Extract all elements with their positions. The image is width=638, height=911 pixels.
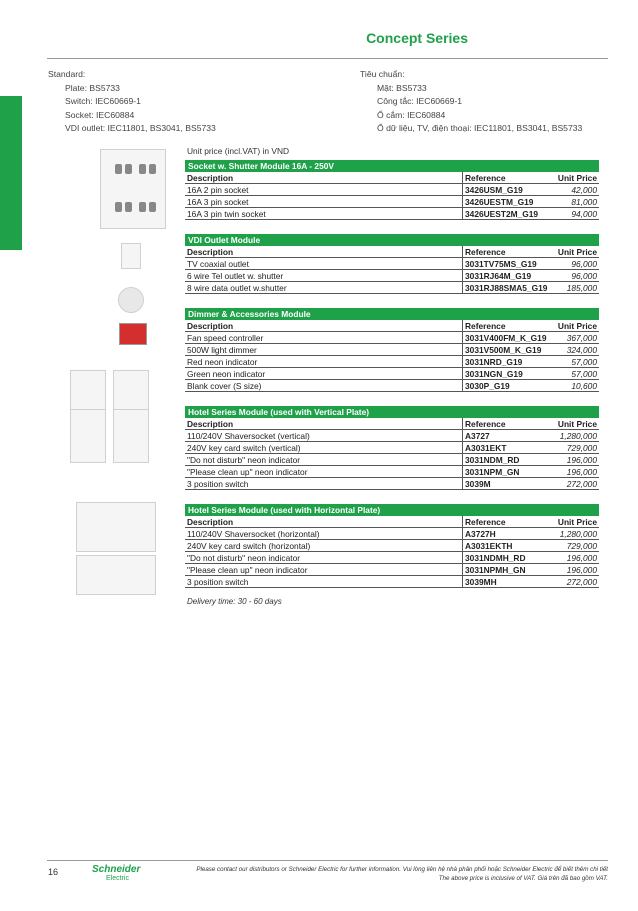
contact-note (168, 866, 608, 883)
cell-price: 324,000 (566, 345, 597, 355)
contact-line1: Please contact our distributors or Schneider Electric for further information. Vui lòng liên hệ nhà phân phối hoặc Schneider Electric để biết thêm chi tiết (196, 866, 608, 873)
cell-price: 729,000 (566, 541, 597, 551)
delivery-note: Delivery time: 30 - 60 days (187, 597, 282, 606)
cell-reference: 3426UEST2M_G19 (465, 209, 539, 219)
cell-description: Fan speed controller (185, 332, 463, 343)
schneider-logo (92, 864, 152, 883)
contact-line2: The above price is inclusive of VAT. Giá trên đã bao gồm VAT. (438, 874, 608, 882)
cell-price: 96,000 (571, 259, 597, 269)
table-header-row (185, 418, 599, 430)
cell-price: 272,000 (566, 479, 597, 489)
standard-line: Socket: IEC60884 (65, 109, 135, 120)
table-row (185, 454, 599, 466)
red-indicator-image (119, 323, 147, 345)
module-table (185, 234, 599, 294)
column-header-description: Description (185, 172, 463, 183)
cell-price: 1,280,000 (559, 431, 597, 441)
cell-price: 196,000 (566, 565, 597, 575)
cell-price: 57,000 (571, 357, 597, 367)
column-header-reference: Reference (465, 247, 506, 257)
cell-reference: 3426USM_G19 (465, 185, 523, 195)
cell-price: 196,000 (566, 467, 597, 477)
logo-line1: Schneider (92, 864, 141, 875)
cell-reference: 3031V400FM_K_G19 (465, 333, 547, 343)
module-table (185, 308, 599, 392)
footer-divider (47, 860, 608, 861)
cell-reference: 3031RJ64M_G19 (465, 271, 532, 281)
table-row (185, 356, 599, 368)
cell-description: 240V key card switch (vertical) (185, 442, 463, 453)
cell-description: 240V key card switch (horizontal) (185, 540, 463, 551)
cell-description: Red neon indicator (185, 356, 463, 367)
column-header-price: Unit Price (557, 517, 597, 527)
column-header-reference: Reference (465, 517, 506, 527)
cell-description: 16A 3 pin socket (185, 196, 463, 207)
key-card-switch-horizontal-image (76, 555, 156, 595)
table-header-row (185, 172, 599, 184)
cell-price: 57,000 (571, 369, 597, 379)
unit-price-note: Unit price (incl.VAT) in VND (187, 146, 290, 156)
cell-reference: 3031RJ88SMA5_G19 (465, 283, 548, 293)
module-title: Hotel Series Module (used with Vertical Plate) (185, 406, 599, 418)
column-header-description: Description (185, 246, 463, 257)
column-header-reference: Reference (465, 173, 506, 183)
module-title: Hotel Series Module (used with Horizontal Plate) (185, 504, 599, 516)
cell-description: 8 wire data outlet w.shutter (185, 282, 463, 293)
standards-label: Tiêu chuẩn: (360, 69, 405, 79)
table-header-row (185, 516, 599, 528)
table-row (185, 430, 599, 442)
table-row (185, 478, 599, 490)
standards-vietnamese (360, 68, 582, 136)
cell-price: 196,000 (566, 553, 597, 563)
cell-description: Green neon indicator (185, 368, 463, 379)
module-table (185, 160, 599, 220)
cell-description: 110/240V Shaversocket (horizontal) (185, 528, 463, 539)
cell-description: "Please clean up" neon indicator (185, 564, 463, 575)
standard-line: VDI outlet: IEC11801, BS3041, BS5733 (65, 123, 216, 134)
module-title: VDI Outlet Module (185, 234, 599, 246)
table-row (185, 442, 599, 454)
module-title: Socket w. Shutter Module 16A - 250V (185, 160, 599, 172)
standard-line: Công tắc: IEC60669-1 (377, 96, 463, 107)
cell-description: Blank cover (S size) (185, 380, 463, 391)
column-header-description: Description (185, 320, 463, 331)
cell-description: 6 wire Tel outlet w. shutter (185, 270, 463, 281)
table-row (185, 466, 599, 478)
title-divider (47, 58, 608, 59)
cell-reference: 3426UESTM_G19 (465, 197, 534, 207)
table-row (185, 368, 599, 380)
table-row (185, 270, 599, 282)
cell-reference: A3031EKTH (465, 541, 513, 551)
cell-price: 10,600 (571, 381, 597, 391)
cell-description: 110/240V Shaversocket (vertical) (185, 430, 463, 441)
table-header-row (185, 246, 599, 258)
cell-price: 367,000 (566, 333, 597, 343)
cell-description: 500W light dimmer (185, 344, 463, 355)
cell-reference: A3727 (465, 431, 490, 441)
table-row (185, 282, 599, 294)
column-header-price: Unit Price (557, 419, 597, 429)
cell-reference: A3031EKT (465, 443, 507, 453)
cell-reference: 3031V500M_K_G19 (465, 345, 542, 355)
cell-reference: 3031NRD_G19 (465, 357, 523, 367)
please-clean-up-image (113, 409, 149, 463)
table-row (185, 258, 599, 270)
cell-price: 96,000 (571, 271, 597, 281)
cell-reference: A3727H (465, 529, 496, 539)
cell-description: "Please clean up" neon indicator (185, 466, 463, 477)
table-row (185, 332, 599, 344)
vdi-outlet-image (121, 243, 141, 269)
cell-price: 185,000 (566, 283, 597, 293)
table-row (185, 208, 599, 220)
cell-description: TV coaxial outlet (185, 258, 463, 269)
cell-price: 729,000 (566, 443, 597, 453)
logo-line2: Electric (106, 875, 129, 882)
cell-description: 16A 3 pin twin socket (185, 208, 463, 219)
column-header-price: Unit Price (557, 247, 597, 257)
cell-reference: 3031NGN_G19 (465, 369, 523, 379)
column-header-reference: Reference (465, 321, 506, 331)
table-row (185, 540, 599, 552)
cell-description: "Do not disturb" neon indicator (185, 552, 463, 563)
cell-reference: 3031NDMH_RD (465, 553, 526, 563)
cell-price: 94,000 (571, 209, 597, 219)
cell-reference: 3039M (465, 479, 491, 489)
table-row (185, 184, 599, 196)
cell-reference: 3031NDM_RD (465, 455, 520, 465)
standard-line: Ổ dữ liệu, TV, điện thoại: IEC11801, BS3041, BS5733 (377, 123, 583, 134)
cell-description: 16A 2 pin socket (185, 184, 463, 195)
table-row (185, 528, 599, 540)
table-row (185, 380, 599, 392)
standard-line: Mặt: BS5733 (377, 82, 427, 93)
cell-reference: 3031TV75MS_G19 (465, 259, 537, 269)
module-table (185, 406, 599, 490)
standards-english (48, 68, 216, 136)
cell-price: 81,000 (571, 197, 597, 207)
standard-line: Plate: BS5733 (65, 82, 120, 93)
cell-description: 3 position switch (185, 576, 463, 587)
column-header-price: Unit Price (557, 173, 597, 183)
module-table (185, 504, 599, 588)
page-number: 16 (48, 867, 59, 877)
column-header-price: Unit Price (557, 321, 597, 331)
cell-price: 272,000 (566, 577, 597, 587)
cell-reference: 3039MH (465, 577, 497, 587)
cell-description: 3 position switch (185, 478, 463, 489)
table-header-row (185, 320, 599, 332)
shaver-socket-horizontal-image (76, 502, 156, 552)
cell-reference: 3031NPM_GN (465, 467, 520, 477)
page-title: Concept Series (366, 30, 468, 46)
standards-label: Standard: (48, 69, 86, 79)
standard-line: Ổ cắm: IEC60884 (377, 109, 446, 120)
do-not-disturb-image (70, 409, 106, 463)
table-row (185, 576, 599, 588)
cell-reference: 3030P_G19 (465, 381, 510, 391)
column-header-description: Description (185, 516, 463, 527)
cell-price: 1,280,000 (559, 529, 597, 539)
column-header-description: Description (185, 418, 463, 429)
table-row (185, 344, 599, 356)
table-row (185, 552, 599, 564)
cell-price: 42,000 (571, 185, 597, 195)
column-header-reference: Reference (465, 419, 506, 429)
dimmer-knob-image (118, 287, 144, 313)
section-side-tab (0, 96, 22, 250)
module-title: Dimmer & Accessories Module (185, 308, 599, 320)
cell-description: "Do not disturb" neon indicator (185, 454, 463, 465)
cell-price: 196,000 (566, 455, 597, 465)
socket-module-image (100, 149, 166, 229)
table-row (185, 564, 599, 576)
cell-reference: 3031NPMH_GN (465, 565, 526, 575)
standard-line: Switch: IEC60669-1 (65, 96, 141, 107)
table-row (185, 196, 599, 208)
